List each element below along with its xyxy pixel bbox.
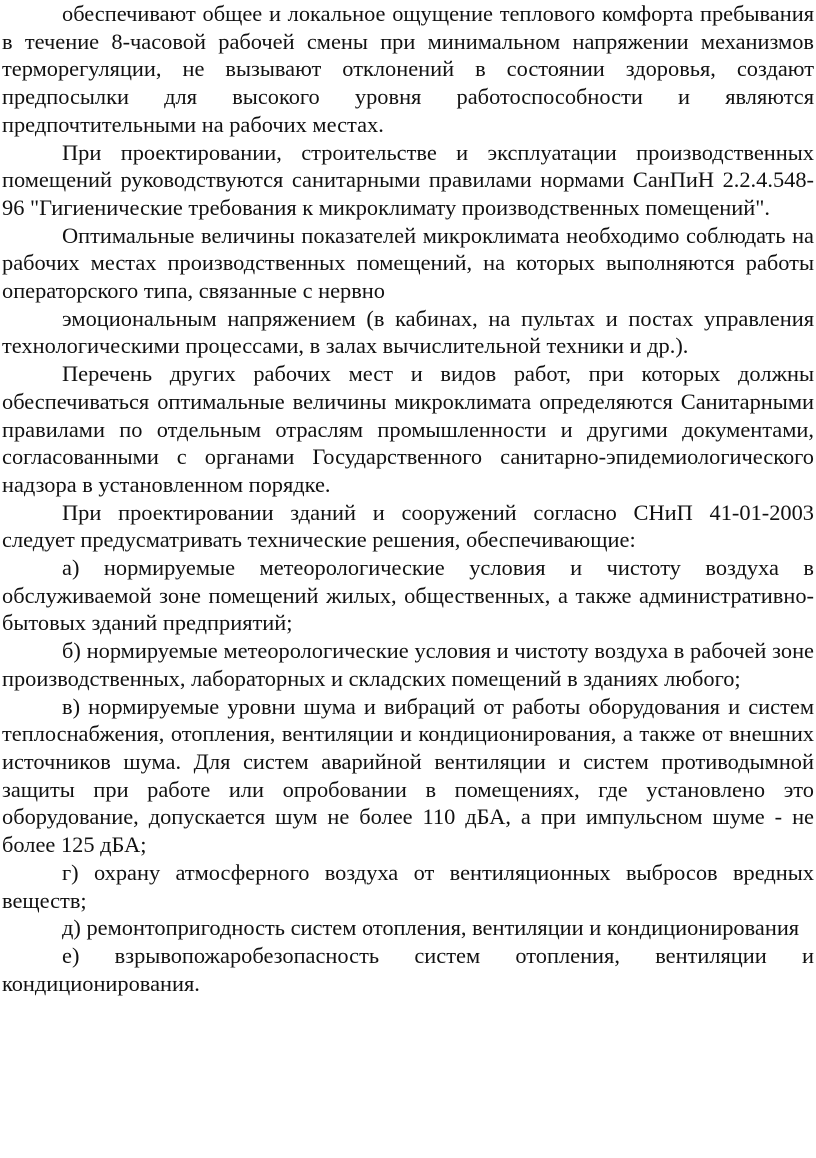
paragraph-optimal-values: Оптимальные величины показателей микроклимата необходимо соблюдать на рабочих местах производственных помещений, на которых выполняются работы операторского типа, связанные с нервно <box>2 222 814 304</box>
list-item-b: б) нормируемые метеорологические условия и чистоту воздуха в рабочей зоне производственных, лабораторных и складских помещений в зданиях любого; <box>2 638 814 691</box>
paragraph-sanpin-rules: При проектировании, строительстве и эксплуатации производственных помещений руководствуются санитарными правилами нормами СанПиН 2.2.4.548-96 "Гигиенические требования к микроклимату производственных помещений". <box>2 139 814 220</box>
list-item-a: а) нормируемые метеорологические условия и чистоту воздуха в обслуживаемой зоне помещений жилых, общественных, а также административно-бытовых зданий предприятий; <box>2 555 814 636</box>
list-item-e: е) взрывопожаробезопасность систем отопления, вентиляции и кондиционирования. <box>2 942 814 996</box>
paragraph-comfort-conditions: обеспечивают общее и локальное ощущение теплового комфорта пребывания в течение 8-часовой рабочей смены при минимальном напряжении механизмов терморегуляции, не вызывают отклонений в состоянии здоровья, создают предпосылки для высокого уровня работоспособности и являются предпочтительными на рабочих местах. <box>2 1 814 137</box>
list-item-v: в) нормируемые уровни шума и вибраций от работы оборудования и систем теплоснабжения, отопления, вентиляции и кондиционирования, а также от внешних источников шума. Для систем аварийной вентиляции и систем противодымной защиты при работе или опробовании в помещениях, где установлено это оборудование, допускается шум не более 110 дБА, а при импульсном шуме - не более 125 дБА; <box>2 693 814 858</box>
list-item-d: д) ремонтопригодность систем отопления, вентиляции и кондиционирования <box>62 915 800 941</box>
paragraph-other-workplaces: Перечень других рабочих мест и видов работ, при которых должны обеспечиваться оптимальные величины микроклимата определяются Санитарными правилами по отдельным отраслям промышленности и другими документами, согласованными с органами Государственного санитарно-эпидемиологического надзора в установленном порядке. <box>2 361 814 497</box>
paragraph-emotional-stress: эмоциональным напряжением (в кабинах, на пультах и постах управления технологическими процессами, в залах вычислительной техники и др.). <box>2 305 814 359</box>
list-item-g: г) охрану атмосферного воздуха от вентиляционных выбросов вредных веществ; <box>2 859 814 913</box>
paragraph-snip-requirements: При проектировании зданий и сооружений согласно СНиП 41-01-2003 следует предусматривать технические решения, обеспечивающие: <box>2 499 814 553</box>
